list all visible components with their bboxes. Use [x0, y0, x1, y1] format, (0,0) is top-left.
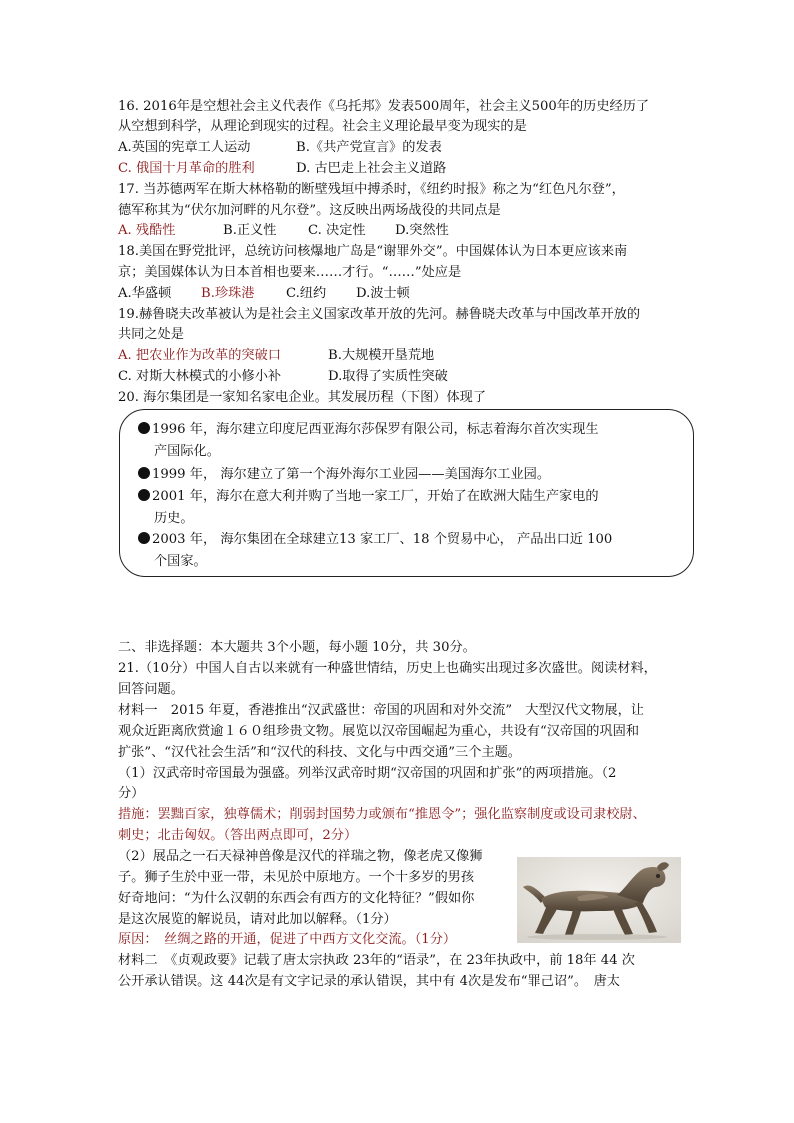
timeline-item-1996: 1996 年，海尔建立印度尼西亚海尔莎保罗有限公司，标志着海尔首次实现生 — [138, 419, 683, 441]
bullet-icon — [138, 532, 150, 544]
stone-beast-statue-image — [517, 857, 681, 943]
q19-options-row1 — [118, 346, 678, 366]
q19-option-d: D.取得了实质性突破 — [328, 369, 448, 384]
sub2-line2: 子。狮子生於中亚一带，未见於中原地方。一个十多岁的男孩 — [118, 870, 475, 885]
q17-option-c: C. 决定性 — [308, 223, 366, 238]
q18-stem-line2: 京；美国媒体认为日本首相也要来……才行。“……”处应是 — [118, 265, 462, 280]
part2-heading: 二、非选择题：本大题共 3个小题，每小题 10分，共 30分。 — [118, 640, 476, 655]
q17-stem-line2: 德军称其为“伏尔加河畔的凡尔登”。这反映出两场战役的共同点是 — [118, 203, 501, 218]
timeline-item-2003-cont: 个国家。 — [154, 554, 207, 569]
q16-options-row1 — [118, 138, 678, 158]
q18-option-a: A.华盛顿 — [118, 286, 172, 301]
q18-option-b-answer: B.珍珠港 — [201, 286, 255, 301]
q17-options — [118, 221, 678, 241]
q19-option-b: B.大规模开垦荒地 — [328, 348, 435, 363]
q16-options-row2 — [118, 159, 678, 179]
material2-line1: 材料二 《贞观政要》记载了唐太宗执政 23年的“语录”，在 23年执政中，前 18年 44 次 — [118, 953, 635, 968]
q21-stem-line2: 回答问题。 — [118, 682, 184, 697]
answer2: 原因： 丝绸之路的开通，促进了中西方文化交流。（1分） — [118, 932, 457, 947]
q16-option-c-answer: C. 俄国十月革命的胜利 — [118, 161, 255, 176]
sub2-line1: （2）展品之一石天禄神兽像是汉代的祥瑞之物，像老虎又像狮 — [118, 849, 483, 864]
bullet-icon — [138, 422, 150, 434]
timeline-item-2001: 2001 年，海尔在意大利并购了当地一家工厂，开始了在欧洲大陆生产家电的 — [138, 486, 683, 508]
bullet-icon — [138, 467, 150, 479]
q18-stem-line1: 18.美国在野党批评，总统访问核爆地广岛是“谢罪外交”。中国媒体认为日本更应该来南 — [118, 244, 628, 259]
q18-option-d: D.波士顿 — [356, 286, 410, 301]
q20-stem: 20. 海尔集团是一家知名家电企业。其发展历程（下图）体现了 — [118, 390, 487, 405]
answer1-line1: 措施：罢黜百家，独尊儒术；削弱封国势力或颁布“推恩令”；强化监察制度或设司隶校尉、 — [118, 807, 646, 822]
q19-stem-line1: 19.赫鲁晓夫改革被认为是社会主义国家改革开放的先河。赫鲁晓夫改革与中国改革开放的 — [118, 307, 641, 322]
q16-option-a: A.英国的宪章工人运动 — [118, 140, 251, 155]
q17-option-a-answer: A. 残酷性 — [118, 223, 176, 238]
stone-beast-statue-icon — [517, 857, 681, 943]
q18-option-c: C.纽约 — [286, 286, 327, 301]
material1-line3: 扩张”、“汉代社会生活”和“汉代的科技、文化与中西交通”三个主题。 — [118, 745, 521, 760]
sub2-line3: 好奇地问：“为什么汉朝的东西会有西方的文化特征？”假如你 — [118, 891, 475, 906]
answer1-line2: 刺史；北击匈奴。（答出两点即可，2分） — [118, 828, 358, 843]
material1-line2: 观众近距离欣赏逾１６０组珍贵文物。展览以汉帝国崛起为重心，共设有“汉帝国的巩固和 — [118, 724, 640, 739]
q18-options — [118, 284, 678, 304]
material2-line2: 公开承认错误。这 44次是有文字记录的承认错误，其中有 4次是发布“罪己诏”。 唐太 — [118, 974, 620, 989]
timeline-item-2001-cont: 历史。 — [154, 511, 194, 526]
q16-option-d: D. 古巴走上社会主义道路 — [296, 161, 447, 176]
q16-stem-line1: 16. 2016年是空想社会主义代表作《乌托邦》发表500周年，社会主义500年的历史经历了 — [118, 99, 650, 114]
q19-option-c: C. 对斯大林模式的小修小补 — [118, 369, 282, 384]
q16-option-b: B.《共产党宣言》的发表 — [296, 140, 442, 155]
timeline-item-1999: 1999 年， 海尔建立了第一个海外海尔工业园——美国海尔工业园。 — [138, 464, 683, 486]
q16-stem-line2: 从空想到科学，从理论到现实的过程。社会主义理论最早变为现实的是 — [118, 119, 527, 134]
q17-option-d: D.突然性 — [395, 223, 449, 238]
q19-stem-line2: 共同之处是 — [118, 327, 184, 342]
material1-line1: 材料一 2015 年夏，香港推出“汉武盛世：帝国的巩固和对外交流” 大型汉代文物展，让 — [118, 703, 644, 718]
sub1-line2: 分） — [118, 786, 145, 801]
sub2-line4: 是这次展览的解说员，请对此加以解释。（1分） — [118, 912, 397, 927]
q17-option-b: B.正义性 — [223, 223, 277, 238]
q19-option-a-answer: A. 把农业作为改革的突破口 — [118, 348, 281, 363]
bullet-icon — [138, 489, 150, 501]
q19-options-row2 — [118, 367, 678, 387]
timeline-item-2003: 2003 年， 海尔集团在全球建立13 家工厂、18 个贸易中心， 产品出口近 100 — [138, 529, 683, 551]
sub1-line1: （1）汉武帝时帝国最为强盛。列举汉武帝时期“汉帝国的巩固和扩张”的两项措施。（2 — [118, 766, 617, 781]
q21-stem-line1: 21.（10分）中国人自古以来就有一种盛世情结，历史上也确实出现过多次盛世。阅读材料， — [118, 661, 657, 676]
timeline-item-1996-cont: 产国际化。 — [154, 444, 220, 459]
q17-stem-line1: 17. 当苏德两军在斯大林格勒的断壁残垣中搏杀时，《纽约时报》称之为“红色凡尔登”， — [118, 182, 625, 197]
haier-timeline-box — [119, 409, 694, 577]
